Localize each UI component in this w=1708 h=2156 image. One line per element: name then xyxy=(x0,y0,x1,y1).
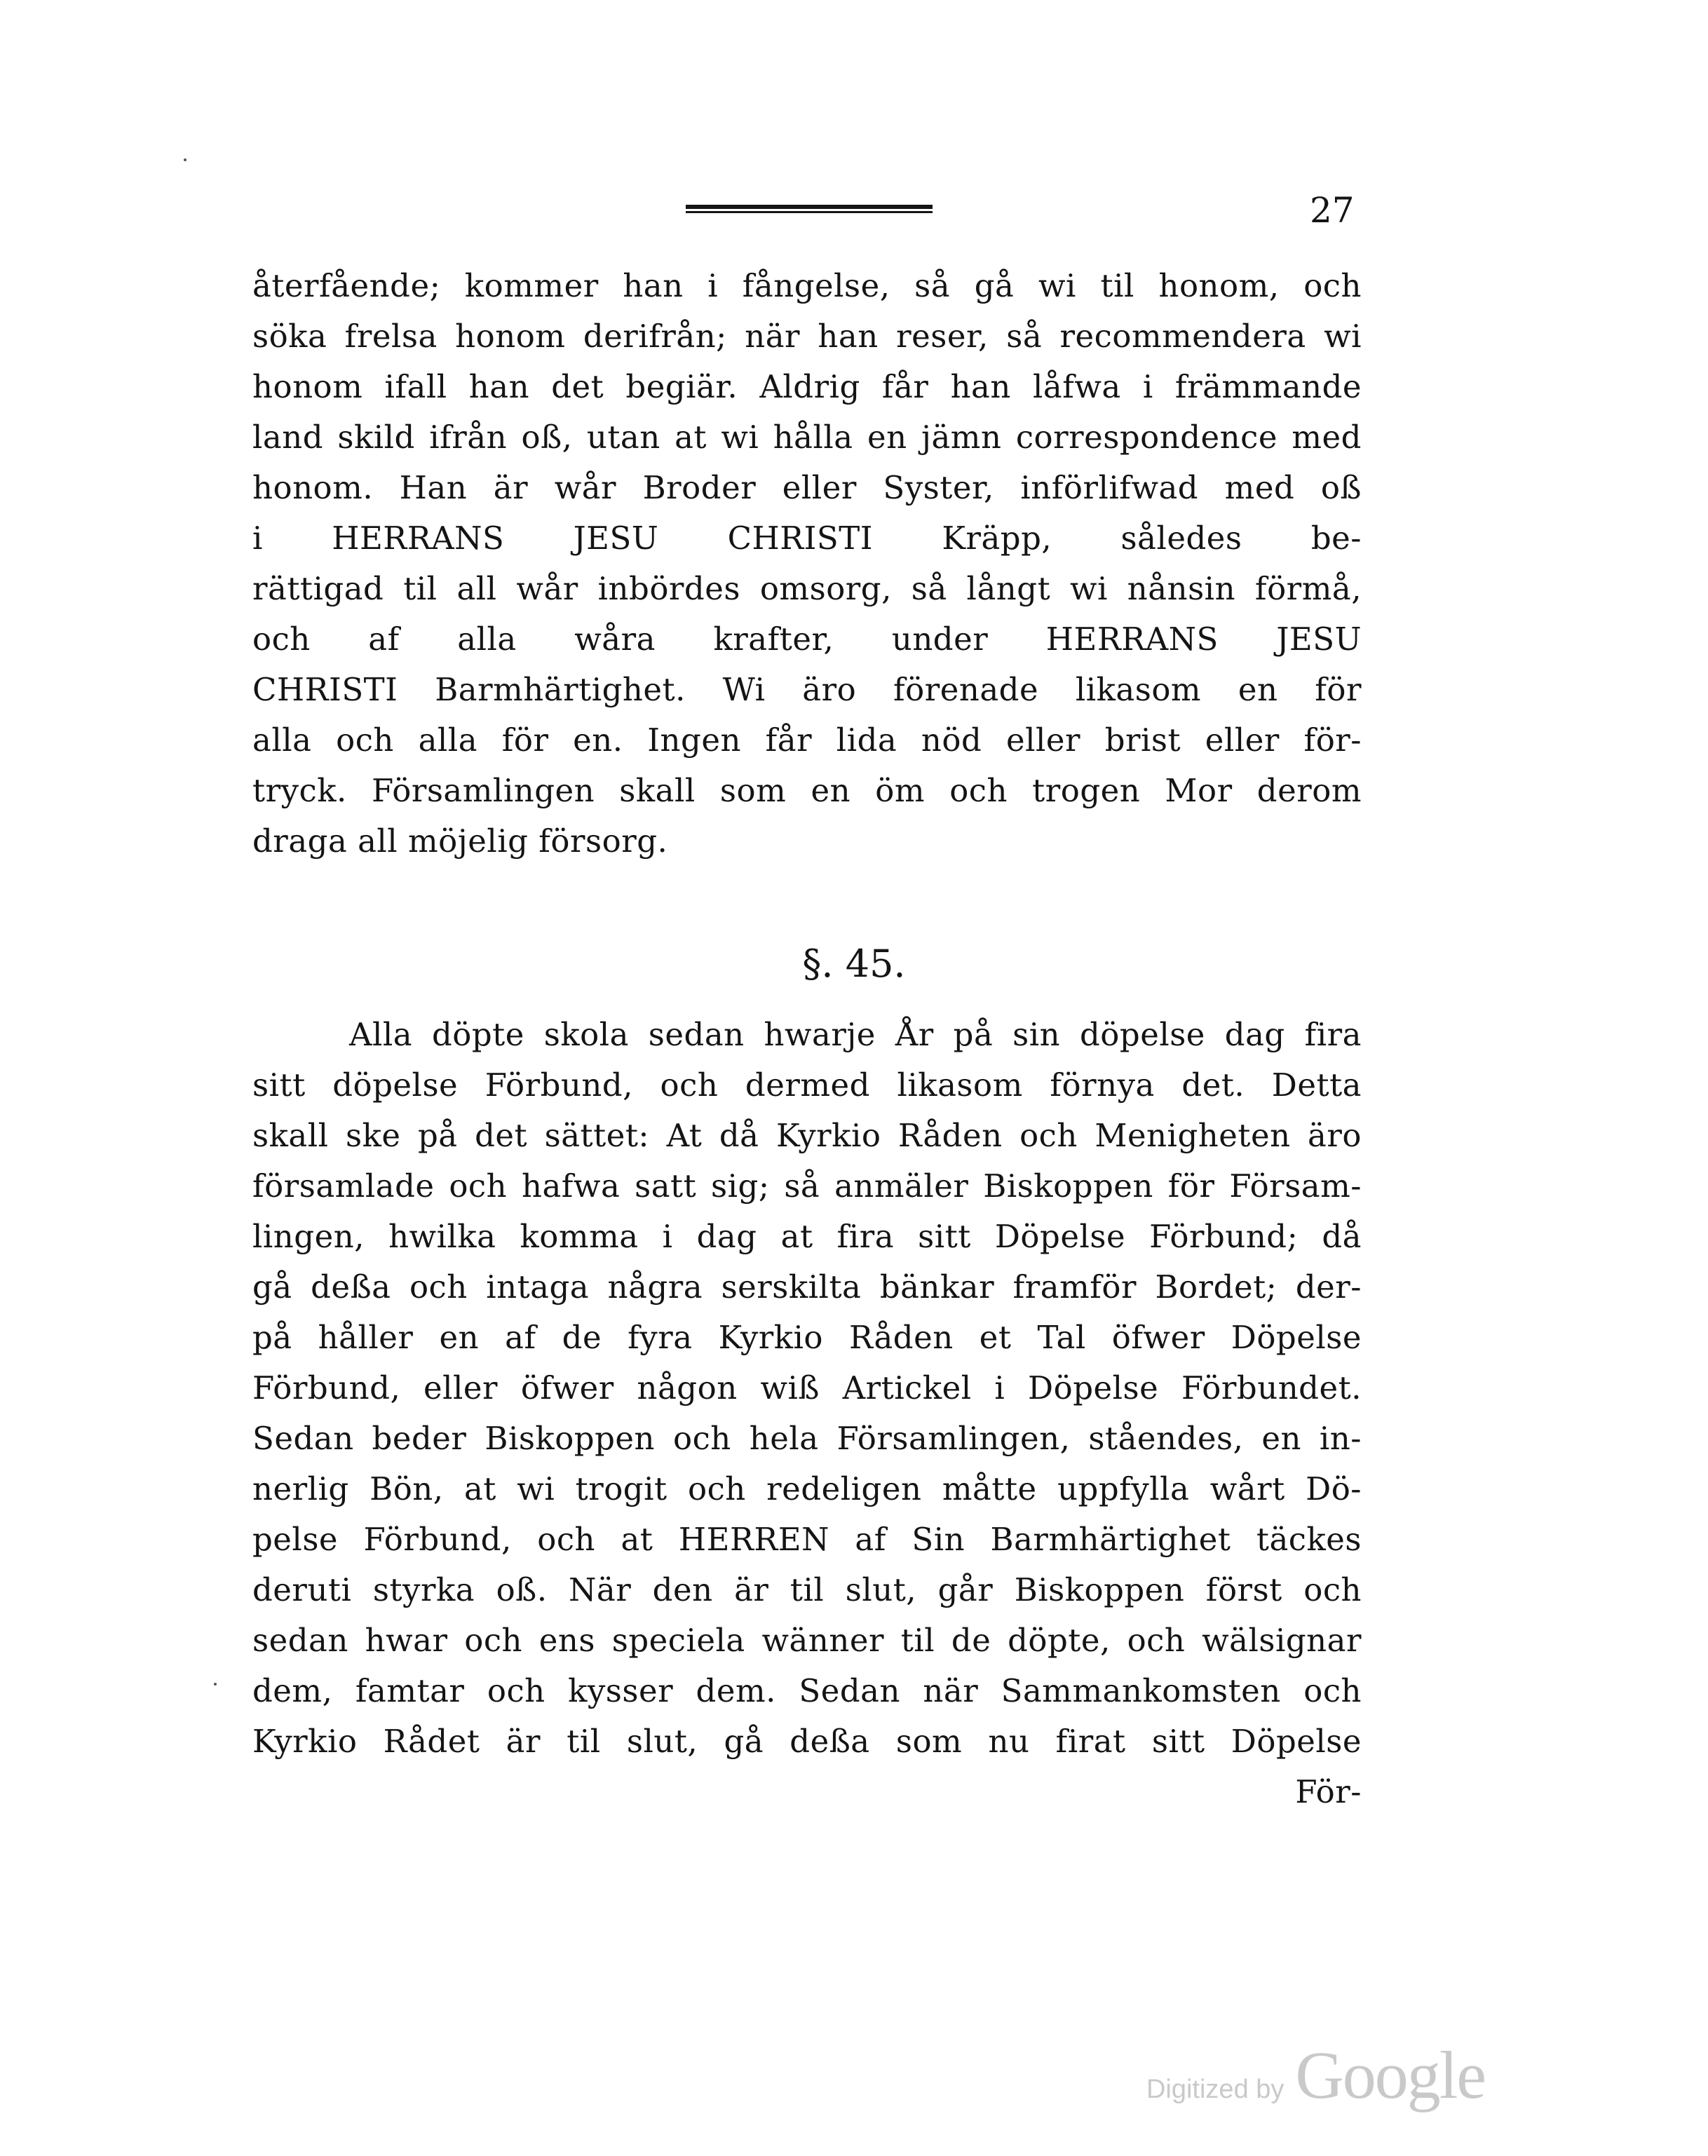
text-line: dem, famtar och kysser dem. Sedan när Sammankomsten och xyxy=(252,1672,1362,1709)
catchword: För- xyxy=(1295,1773,1362,1810)
digitized-watermark xyxy=(1146,2038,1485,2113)
text-line: i HERRANS JESU CHRISTI Kräpp, således be- xyxy=(252,520,1362,557)
text-line: Kyrkio Rådet är til slut, gå deßa som nu firat sitt Döpelse xyxy=(252,1723,1362,1760)
header-rule xyxy=(686,205,933,213)
paper-speck xyxy=(184,158,187,161)
text-line: och af alla wåra krafter, under HERRANS JESU xyxy=(252,621,1362,658)
text-line: tryck. Församlingen skall som en öm och trogen Mor derom xyxy=(252,772,1362,809)
text-line: draga all möjelig försorg. xyxy=(252,822,668,860)
text-line: sitt döpelse Förbund, och dermed likasom förnya det. Detta xyxy=(252,1066,1362,1104)
text-line: sedan hwar och ens speciela wänner til de döpte, och wälsignar xyxy=(252,1622,1362,1659)
text-line: deruti styrka oß. När den är til slut, går Biskoppen först och xyxy=(252,1571,1362,1608)
text-line: rättigad til all wår inbördes omsorg, så långt wi nånsin förmå, xyxy=(252,570,1362,607)
text-line: Förbund, eller öfwer någon wiß Artickel i Döpelse Förbundet. xyxy=(252,1369,1362,1406)
text-line: CHRISTI Barmhärtighet. Wi äro förenade likasom en för xyxy=(252,671,1362,708)
text-line: honom ifall han det begiär. Aldrig får han låfwa i främmande xyxy=(252,368,1362,405)
google-logo: Google xyxy=(1295,2038,1485,2113)
text-line: honom. Han är wår Broder eller Syster, införlifwad med oß xyxy=(252,469,1362,506)
text-line: gå deßa och intaga några serskilta bänkar framför Bordet; der- xyxy=(252,1268,1362,1306)
text-line: församlade och hafwa satt sig; så anmäler Biskoppen för Försam- xyxy=(252,1167,1362,1205)
watermark-prefix: Digitized by xyxy=(1146,2075,1285,2104)
text-line: skall ske på det sättet: At då Kyrkio Råden och Menigheten äro xyxy=(252,1117,1362,1154)
section-heading: §. 45. xyxy=(802,942,906,986)
paragraph-2 xyxy=(252,1010,1362,1817)
text-line: söka frelsa honom derifrån; när han reser, så recommendera wi xyxy=(252,318,1362,355)
text-line: återfående; kommer han i fångelse, så gå wi til honom, och xyxy=(252,267,1362,304)
text-line: alla och alla för en. Ingen får lida nöd eller brist eller för- xyxy=(252,721,1362,759)
text-line: nerlig Bön, at wi trogit och redeligen måtte uppfylla wårt Dö- xyxy=(252,1470,1362,1507)
page-number: 27 xyxy=(1310,190,1355,231)
text-line: lingen, hwilka komma i dag at fira sitt Döpelse Förbund; då xyxy=(252,1218,1362,1255)
paragraph-1 xyxy=(252,261,1362,867)
text-line: på håller en af de fyra Kyrkio Råden et Tal öfwer Döpelse xyxy=(252,1319,1362,1356)
text-line: Alla döpte skola sedan hwarje År på sin döpelse dag fira xyxy=(349,1016,1362,1053)
paper-speck xyxy=(214,1683,217,1686)
text-line: Sedan beder Biskoppen och hela Församlingen, ståendes, en in- xyxy=(252,1420,1362,1457)
text-line: land skild ifrån oß, utan at wi hålla en jämn correspondence med xyxy=(252,419,1362,456)
text-line: pelse Förbund, och at HERREN af Sin Barmhärtighet täckes xyxy=(252,1521,1362,1558)
